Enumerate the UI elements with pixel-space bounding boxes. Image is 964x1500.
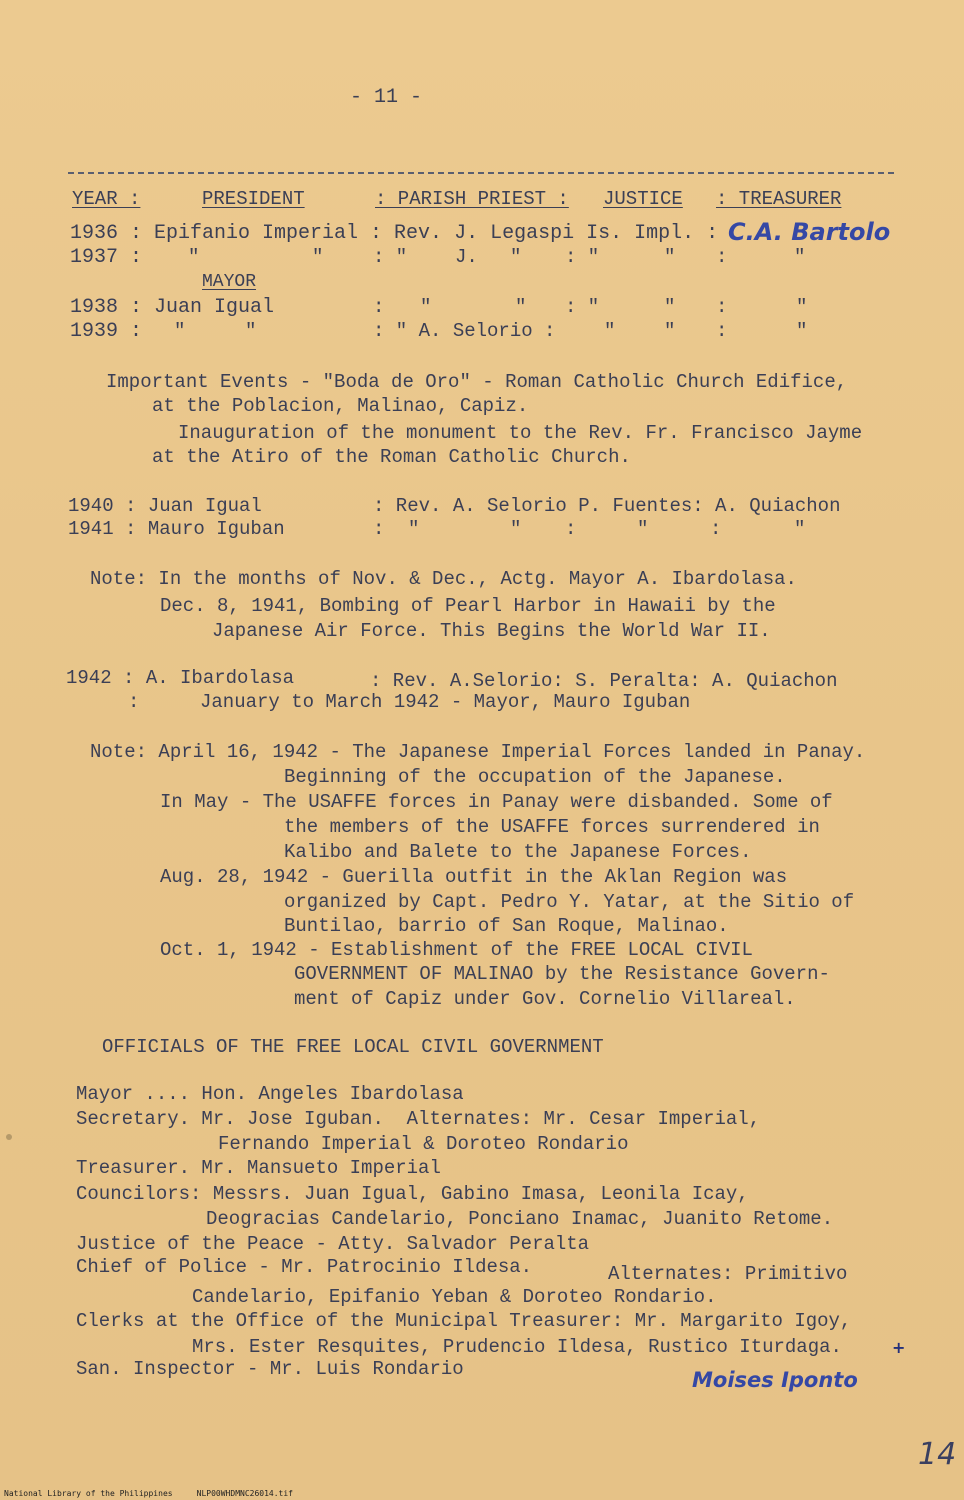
events-line: at the Atiro of the Roman Catholic Church. — [152, 446, 631, 468]
sep: : — [128, 691, 140, 713]
ditto: " — [604, 320, 616, 342]
ditto: " — [245, 320, 257, 342]
row-1941-lead: 1941 : Mauro Iguban — [68, 518, 285, 540]
page-number: - 11 - — [350, 86, 423, 109]
ditto: : " — [565, 296, 600, 318]
ditto: : " — [373, 246, 408, 268]
officials-line: Alternates: Primitivo — [608, 1263, 848, 1285]
header-president: PRESIDENT — [202, 188, 305, 210]
paper-speck — [6, 1134, 12, 1140]
handwritten-plus: + — [892, 1338, 906, 1357]
ditto: " — [312, 246, 324, 268]
officials-line: Chief of Police - Mr. Patrocinio Ildesa. — [76, 1256, 533, 1278]
sep: : — [565, 518, 577, 540]
note2-line: Buntilao, barrio of San Roque, Malinao. — [284, 915, 729, 937]
row-1940-rest: : Rev. A. Selorio P. Fuentes: A. Quiachon — [373, 495, 841, 517]
officials-line: Treasurer. Mr. Mansueto Imperial — [76, 1157, 441, 1179]
note2-line: Aug. 28, 1942 - Guerilla outfit in the Aklan Region was — [160, 866, 788, 888]
ditto: " — [796, 320, 808, 342]
events-line: Important Events - "Boda de Oro" - Roman Catholic Church Edifice, — [106, 371, 848, 393]
ditto: " — [188, 246, 200, 268]
officials-line: Candelario, Epifanio Yeban & Doroteo Rondario. — [192, 1286, 717, 1308]
header-justice: JUSTICE — [603, 188, 683, 210]
row-1939-year: 1939 : — [70, 320, 143, 343]
officials-line: Councilors: Messrs. Juan Igual, Gabino Imasa, Leonila Icay, — [76, 1183, 749, 1205]
officials-line: Secretary. Mr. Jose Iguban. Alternates: Mr. Cesar Imperial, — [76, 1108, 761, 1130]
row-1939-priest: : " A. Selorio : — [373, 320, 556, 342]
ditto: " — [794, 518, 806, 540]
row-1940-lead: 1940 : Juan Igual — [68, 495, 262, 517]
note2-line: the members of the USAFFE forces surrendered in — [284, 816, 820, 838]
handwritten-moises: Moises Iponto — [692, 1368, 858, 1392]
row-1936: 1936 : Epifanio Imperial : Rev. J. Legaspi Is. Impl. : — [70, 222, 719, 245]
sep: : — [716, 246, 728, 268]
ditto: " — [174, 320, 186, 342]
footer-caption: National Library of the Philippines NLP00WHDMNC26014.tif — [4, 1489, 293, 1498]
row-1942-note: January to March 1942 - Mayor, Mauro Iguban — [200, 691, 691, 713]
header-parish-priest: : PARISH PRIEST : — [375, 188, 569, 210]
handwritten-page-number: 14 — [918, 1437, 957, 1472]
top-rule — [68, 172, 894, 174]
header-treasurer: : TREASURER — [716, 188, 842, 210]
ditto: : " — [565, 246, 600, 268]
header-year: YEAR : — [72, 188, 141, 210]
officials-line: Clerks at the Office of the Municipal Treasurer: Mr. Margarito Igoy, — [76, 1310, 852, 1332]
ditto: " — [408, 518, 420, 540]
ditto: " — [794, 246, 806, 268]
ditto: " — [510, 246, 522, 268]
note1-line: Note: In the months of Nov. & Dec., Actg. Mayor A. Ibardolasa. — [90, 568, 797, 590]
ditto: " — [796, 296, 808, 318]
mayor-label: MAYOR — [202, 272, 257, 292]
ditto: " — [637, 518, 649, 540]
events-line: Inauguration of the monument to the Rev. Fr. Francisco Jayme — [178, 422, 863, 444]
note2-line: GOVERNMENT OF MALINAO by the Resistance Govern- — [294, 963, 830, 985]
officials-line: Deogracias Candelario, Ponciano Inamac, Juanito Retome. — [206, 1208, 834, 1230]
note2-line: Oct. 1, 1942 - Establishment of the FREE LOCAL CIVIL — [160, 939, 753, 961]
officials-line: Mrs. Ester Resquites, Prudencio Ildesa, Rustico Iturdaga. — [192, 1336, 842, 1358]
sep: : — [716, 320, 728, 342]
ditto: " — [510, 518, 522, 540]
sep: : — [710, 518, 722, 540]
row-1942-lead: 1942 : A. Ibardolasa — [66, 667, 295, 689]
ditto: " — [664, 320, 676, 342]
note1-line: Japanese Air Force. This Begins the World War II. — [212, 620, 771, 642]
sep: : — [373, 296, 385, 318]
note2-line: ment of Capiz under Gov. Cornelio Villareal. — [294, 988, 796, 1010]
row-1937-initial: J. — [455, 246, 478, 268]
note2-line: organized by Capt. Pedro Y. Yatar, at the Sitio of — [284, 891, 855, 913]
ditto: " — [515, 296, 527, 318]
ditto: " — [664, 296, 676, 318]
officials-heading: OFFICIALS OF THE FREE LOCAL CIVIL GOVERNMENT — [102, 1036, 604, 1058]
ditto: " — [664, 246, 676, 268]
sep: : — [716, 296, 728, 318]
officials-line: Justice of the Peace - Atty. Salvador Peralta — [76, 1233, 590, 1255]
sep: : — [373, 518, 385, 540]
note2-line: Note: April 16, 1942 - The Japanese Imperial Forces landed in Panay. — [90, 741, 866, 763]
row-1938-lead: 1938 : Juan Igual — [70, 296, 275, 319]
note2-line: Kalibo and Balete to the Japanese Forces. — [284, 841, 752, 863]
row-1942-rest: : Rev. A.Selorio: S. Peralta: A. Quiachon — [370, 670, 838, 692]
note2-line: Beginning of the occupation of the Japanese. — [284, 766, 786, 788]
handwritten-treasurer: C.A. Bartolo — [728, 218, 891, 246]
note1-line: Dec. 8, 1941, Bombing of Pearl Harbor in Hawaii by the — [160, 595, 776, 617]
row-1937-year: 1937 : — [70, 246, 143, 269]
officials-line: Mayor .... Hon. Angeles Ibardolasa — [76, 1083, 464, 1105]
note2-line: In May - The USAFFE forces in Panay were disbanded. Some of — [160, 791, 833, 813]
officials-line: San. Inspector - Mr. Luis Rondario — [76, 1358, 464, 1380]
ditto: " — [420, 296, 432, 318]
events-line: at the Poblacion, Malinao, Capiz. — [152, 395, 529, 417]
officials-line: Fernando Imperial & Doroteo Rondario — [218, 1133, 629, 1155]
